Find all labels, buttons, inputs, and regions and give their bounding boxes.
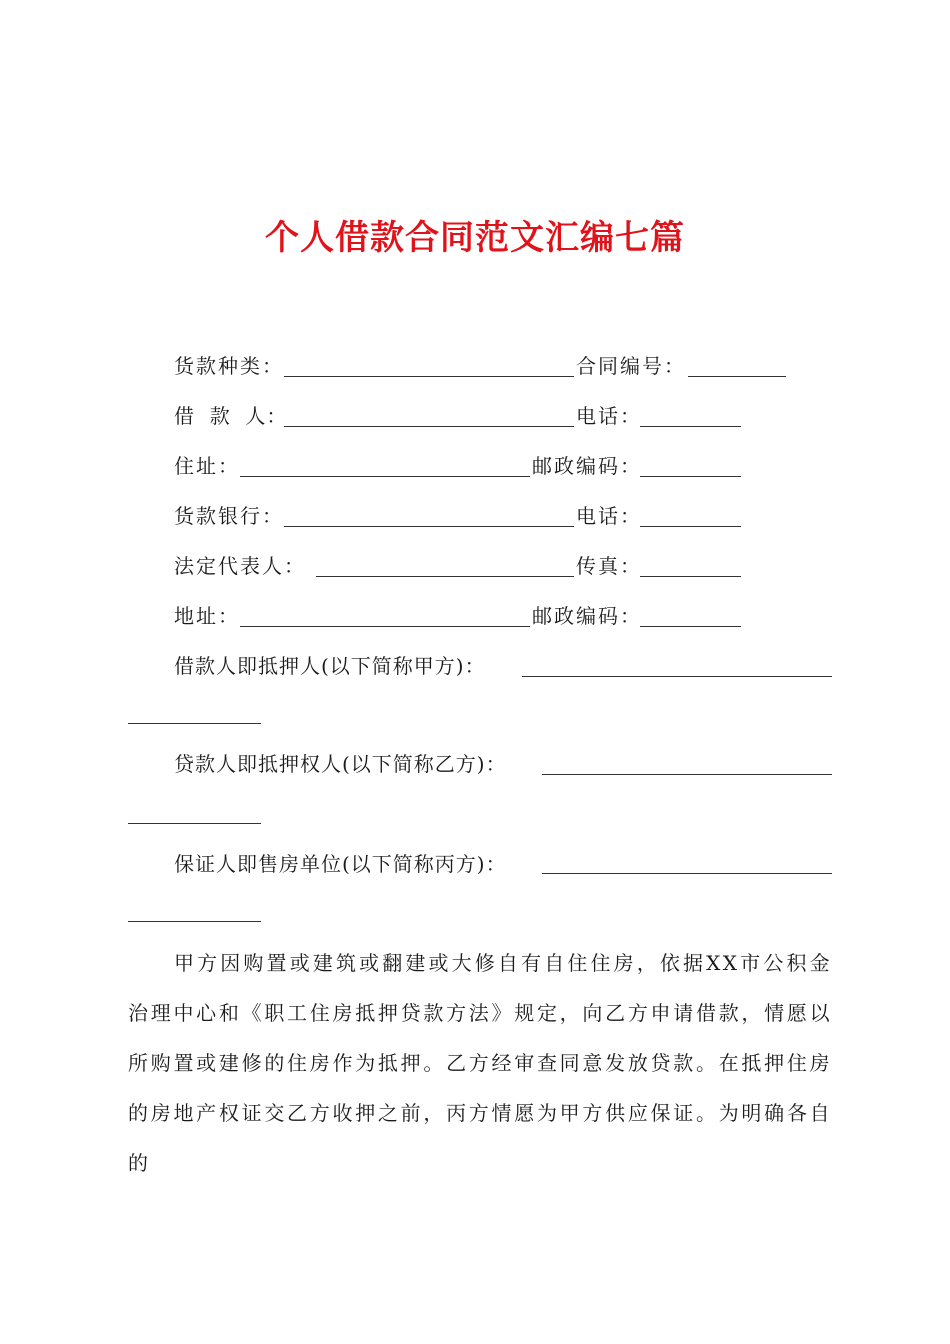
- legal-rep-label: 法定代表人：: [174, 554, 306, 578]
- fax-label: 传真：: [576, 554, 642, 578]
- party-c-blank[interactable]: [542, 873, 832, 874]
- bank-phone-label: 电话：: [576, 504, 642, 528]
- address-blank[interactable]: [240, 476, 530, 477]
- bank-label: 货款银行：: [174, 504, 284, 528]
- legal-rep-blank[interactable]: [316, 576, 574, 577]
- contract-no-blank[interactable]: [688, 376, 786, 377]
- address-postcode-label: 邮政编码：: [532, 454, 642, 478]
- document-title: 个人借款合同范文汇编七篇: [265, 218, 685, 258]
- borrower-phone-blank[interactable]: [640, 426, 741, 427]
- contract-no-label: 合同编号：: [576, 354, 686, 378]
- fax-blank[interactable]: [640, 576, 741, 577]
- borrower-phone-label: 电话：: [576, 404, 642, 428]
- borrower-blank[interactable]: [284, 426, 574, 427]
- party-a-blank[interactable]: [522, 676, 832, 677]
- loan-type-label: 货款种类：: [174, 354, 284, 378]
- bank-blank[interactable]: [284, 526, 574, 527]
- bank-address-label: 地址：: [174, 604, 240, 628]
- party-b-label: 贷款人即抵押权人(以下简称乙方)：: [174, 752, 507, 776]
- bank-address-blank[interactable]: [240, 626, 530, 627]
- borrower-label-text: 借 款 人：: [174, 404, 288, 428]
- bank-phone-blank[interactable]: [640, 526, 741, 527]
- party-a-blank-continued[interactable]: [128, 723, 261, 724]
- party-b-blank[interactable]: [542, 774, 832, 775]
- party-b-blank-continued[interactable]: [128, 823, 261, 824]
- bank-postcode-label: 邮政编码：: [532, 604, 642, 628]
- party-a-label: 借款人即抵押人(以下简称甲方)：: [174, 654, 486, 678]
- borrower-label: [174, 404, 287, 428]
- party-c-blank-continued[interactable]: [128, 921, 261, 922]
- bank-postcode-blank[interactable]: [640, 626, 741, 627]
- address-postcode-blank[interactable]: [640, 476, 741, 477]
- body-paragraph: 甲方因购置或建筑或翻建或大修自有自住住房，依据XX市公积金治理中心和《职工住房抵押贷款方法》规定，向乙方申请借款，情愿以所购置或建修的住房作为抵押。乙方经审查同意发放贷款。在抵押住房的房地产权证交乙方收押之前，丙方情愿为甲方供应保证。为明确各自的: [128, 951, 832, 1175]
- party-c-label: 保证人即售房单位(以下简称丙方)：: [174, 852, 507, 876]
- address-label: 住址：: [174, 454, 240, 478]
- loan-type-blank[interactable]: [284, 376, 574, 377]
